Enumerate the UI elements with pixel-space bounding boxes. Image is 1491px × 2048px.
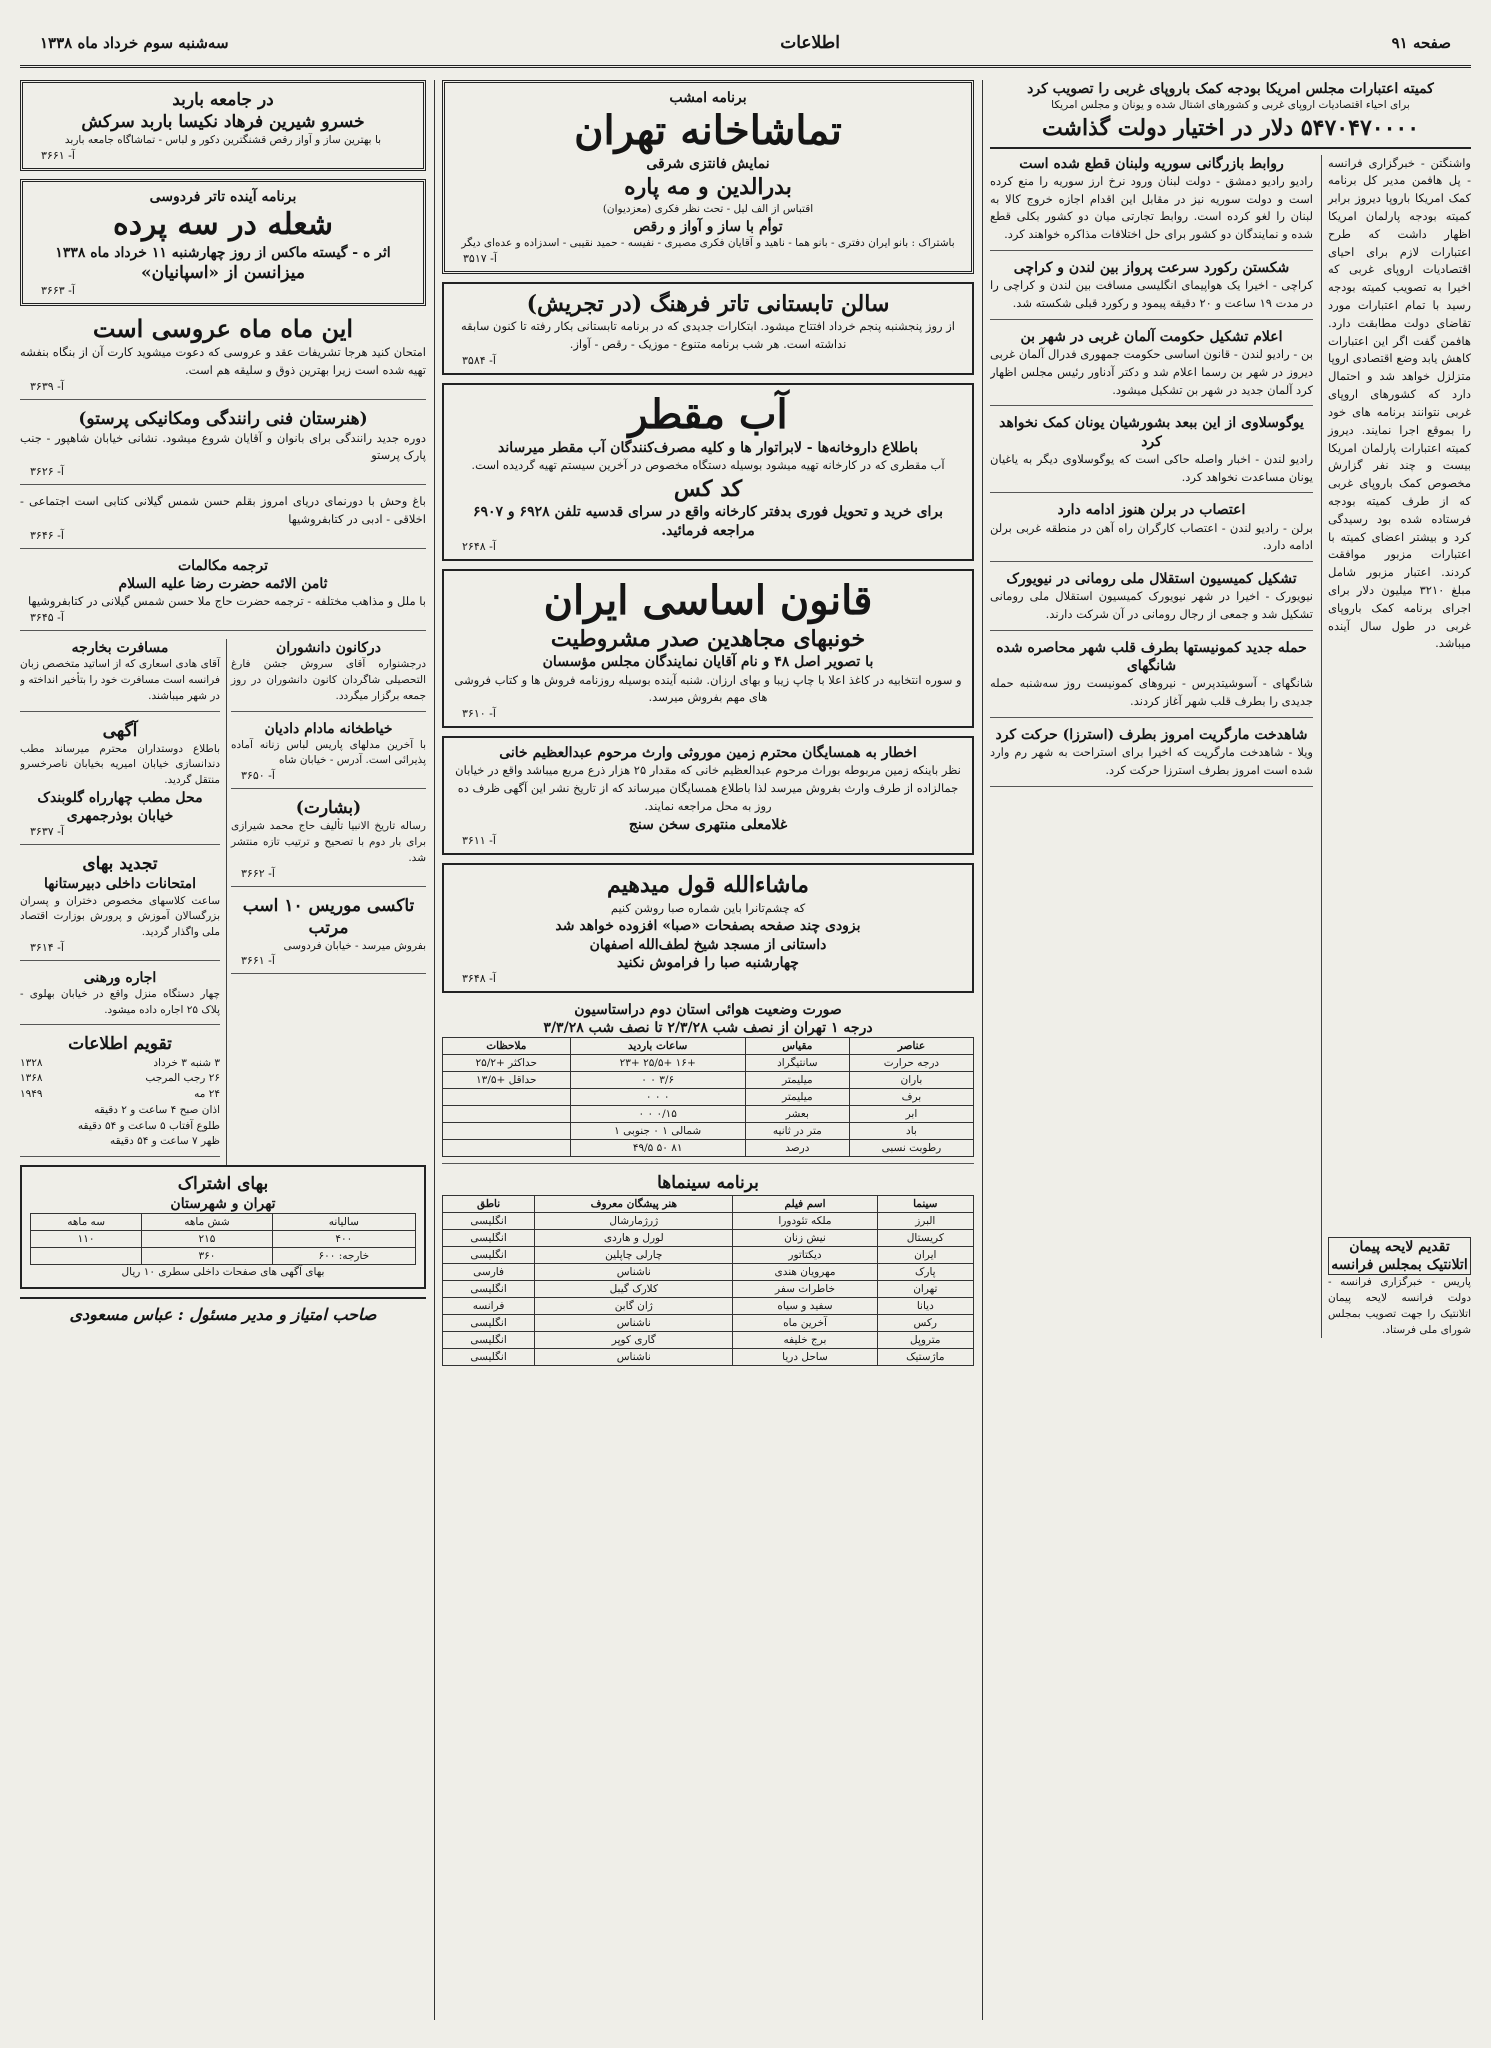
ad-saba-title: ماشاءالله قول میدهیم	[607, 872, 809, 899]
calendar-title: تقویم اطلاعات	[68, 1034, 172, 1055]
cinema-cell: ایران	[877, 1246, 973, 1263]
cinema-cell: ژرژمارشال	[535, 1212, 733, 1229]
weather-cell: میلیمتر	[745, 1072, 849, 1089]
calendar-cell: ۱۹۴۹	[20, 1088, 43, 1101]
news-text-yugoslavia: رادیو لندن - اخبار واصله حاکی است که یوگوسلاوی دیگر به یاغیان یونان مساعدت نخواهد کرد.	[990, 451, 1313, 494]
ad-besharat-text: رساله تاریخ الانبیا تألیف حاج محمد شیرازی برای بار دوم با تصحیح و ترتیب تازه منتشر شد.	[231, 820, 426, 864]
ad-translation-title: ترجمه مکالمات	[177, 557, 269, 574]
ad-code: آ- ۳۶۱۰	[462, 707, 496, 721]
news-text-shanghai: شانگهای - آسوشیتدپرس - نیروهای کمونیست روز سه‌شنبه حمله جدیدی را بطرف قلب شهر آغاز کردند.	[990, 675, 1313, 718]
cinema-cell: ملکه تئودورا	[733, 1212, 877, 1229]
weather-cell: متر در ثانیه	[745, 1123, 849, 1140]
cinema-row	[443, 1246, 974, 1263]
ad-exams	[20, 853, 220, 961]
ad-code: آ- ۳۶۵۰	[241, 769, 275, 783]
cinema-cell: انگلیسی	[443, 1314, 535, 1331]
calendar-row	[20, 1119, 220, 1135]
weather-header-cell: مقیاس	[745, 1038, 849, 1055]
ad-book-feature: با تصویر اصل ۴۸ و نام آقایان نمایندگان مجلس مؤسسان	[542, 654, 874, 671]
ad-wedding-title: این ماه ماه عروسی است	[92, 313, 354, 343]
ad-code: آ- ۳۵۸۴	[462, 353, 496, 367]
ad-code: آ- ۳۶۶۱	[41, 148, 75, 162]
side-headline: تقدیم لایحه پیمان اتلانتیک بمجلس فرانسه	[1328, 1237, 1471, 1275]
weather-table	[442, 1037, 974, 1157]
weather-row	[443, 1089, 974, 1106]
cinema-cell: دیانا	[877, 1297, 973, 1314]
subscription-cell: خارجه: ۶۰۰	[272, 1248, 415, 1265]
notice-land-text: نظر باینکه زمین مربوطه بوراث مرحوم عبدالعظیم خانی که مقدار ۲۵ هزار ذرع مربع میباشد واقع در خیابان جمالزاده از طرف وارث بفروش میرسد لذا باطلاع همسایگان میرساند که از تاریخ نشر این آگهی ظرف ده روز به محل مراجعه نمایند.	[455, 763, 961, 814]
ad-saba-magazine	[442, 863, 974, 993]
ad-besharat	[231, 797, 426, 886]
page-header	[20, 20, 1471, 68]
notice-land-signature: غلامعلی منتهری سخن سنج	[628, 816, 788, 833]
ad-travel	[20, 639, 220, 711]
ad-rent-title: اجاره ورهنی	[83, 969, 157, 986]
ad-water-brand: کد کس	[673, 475, 743, 502]
ad-taxi-title: تاکسی موریس ۱۰ اسب مرتب	[242, 895, 415, 938]
calendar-row	[20, 1071, 220, 1087]
cinema-cell: متروپل	[877, 1331, 973, 1348]
weather-cell: باد	[849, 1123, 973, 1140]
news-text-syria: رادیو رادیو دمشق - دولت لبنان ورود نرخ ارز سوریه را منع کرده است و دولت سوریه نیز در مقابل این اقدام اجازه خروج کالا به لبنان را لغو کرده است. روابط تجارتی میان دو کشور بکلی قطع شده و نمایندگان دو کشور برای حل اختلافات مذاکره خواهند کرد.	[990, 173, 1313, 251]
ad-rent	[20, 969, 220, 1026]
ad-barbad-title: در جامعه باربد	[172, 90, 274, 110]
ad-code: آ- ۳۶۱۱	[462, 834, 496, 848]
cinema-cell: فارسی	[443, 1263, 535, 1280]
news-headline-romania: تشکیل کمیسیون استقلال ملی رومانی در نیویورک	[1006, 571, 1297, 588]
weather-cell: حداکثر +۲۵/۲	[443, 1055, 571, 1072]
ad-farhang-theatre	[442, 282, 974, 375]
ad-driving-school	[20, 408, 426, 486]
cinema-row	[443, 1297, 974, 1314]
ad-notice-title: آگهی	[102, 720, 138, 741]
calendar-cell: ۱۳۲۸	[20, 1056, 43, 1069]
ad-tehran-cast: باشتراک : بانو ایران دفتری - بانو هما - ناهید و آقایان فکری مصیری - نفیسه - حمید نقیبی - اسدزاده و عده‌ای دیگر	[461, 236, 955, 249]
cinema-row	[443, 1314, 974, 1331]
subscription-cell: سالیانه	[272, 1214, 415, 1231]
subscription-cell: ۲۱۵	[142, 1231, 272, 1248]
weather-cell	[443, 1089, 571, 1106]
ad-daneshvaran-text: درجشنواره آقای سروش جشن فارغ التحصیلی شاگردان کانون دانشوران در روز جمعه برگزار میگردد.	[231, 658, 426, 702]
ad-ferdowsi-director: میزانسن از «اسپانیان»	[141, 262, 305, 283]
ad-code: آ- ۳۶۶۳	[41, 283, 75, 297]
cinema-cell: چارلی چاپلین	[535, 1246, 733, 1263]
column-right	[990, 80, 1471, 2020]
cinema-cell: رکس	[877, 1314, 973, 1331]
ad-water-text: آب مقطری که در کارخانه تهیه میشود بوسیله دستگاه مخصوص در آخرین سیستم تهیه گردیده است.	[471, 458, 945, 473]
cinema-cell: انگلیسی	[443, 1331, 535, 1348]
weather-cell: سانتیگراد	[745, 1055, 849, 1072]
weather-cell: +۱۶ +۲۵/۵ +۲۳	[570, 1055, 745, 1072]
weather-row	[443, 1072, 974, 1089]
subscription-cell: سه ماهه	[31, 1214, 142, 1231]
page-number: صفحه ۹۱	[1391, 33, 1451, 52]
ad-travel-text: آقای هادی اسعاری که از اساتید متخصص زبان فرانسه است مسافرت خود را بتأخیر انداخته و در شهر میباشند.	[20, 658, 220, 702]
weather-cell: ۸۱ ۵۰ ۴۹/۵	[570, 1140, 745, 1157]
cinema-cell: دیکتاتور	[733, 1246, 877, 1263]
ad-saba-line2: بزودی چند صفحه بصفحات «صبا» افزوده خواهد شد	[555, 918, 861, 935]
cinema-cell: برج خلیفه	[733, 1331, 877, 1348]
weather-cell: باران	[849, 1072, 973, 1089]
ad-exams-title: تجدید بهای	[82, 854, 158, 875]
subscription-row	[31, 1214, 416, 1231]
weather-cell: درصد	[745, 1140, 849, 1157]
ad-book-text: و سوره انتخابیه در کاغذ اعلا با چاپ زیبا و بهای ارزان. شنبه آینده بوسیله روزنامه فروش ها و کتاب فروشی های مهم بفروش میرسد.	[454, 672, 962, 705]
subscription-region: تهران و شهرستان	[170, 1196, 276, 1213]
cinema-cell: ساحل دریا	[733, 1348, 877, 1365]
cinema-header-cell: هنر پیشگان معروف	[535, 1195, 733, 1212]
ad-code: آ- ۳۶۲۶	[30, 465, 64, 479]
ad-code: آ- ۳۶۴۵	[30, 611, 64, 625]
ad-tailor-text: با آخرین مدلهای پاریس لباس زنانه آماده پذیرائی است. آدرس - خیابان شاه	[231, 738, 426, 767]
cinema-cell: ژان گابن	[535, 1297, 733, 1314]
ad-tehran-tonight: برنامه امشب	[669, 90, 747, 106]
cinema-row	[443, 1280, 974, 1297]
ad-travel-title: مسافرت بخارجه	[71, 640, 169, 657]
notice-land-title: اخطار به همسایگان محترم زمین موروثی وارث مرحوم عبدالعظیم خانی	[499, 745, 917, 762]
cinema-cell: گاری کوپر	[535, 1331, 733, 1348]
weather-header-cell: ملاحظات	[443, 1038, 571, 1055]
ad-ferdowsi-play: شعله در سه پرده	[112, 207, 333, 243]
subscription-cell: ۱۱۰	[31, 1231, 142, 1248]
news-headline-syria: روابط بازرگانی سوریه ولبنان قطع شده است	[1019, 155, 1284, 172]
weather-row	[443, 1140, 974, 1157]
news-headline-record: شکستن رکورد سرعت پرواز بین لندن و کراچی	[1013, 259, 1290, 276]
subscription-cell: ۴۰۰	[272, 1231, 415, 1248]
ad-rent-text: چهار دستگاه منزل واقع در خیابان بهلوی - پلاک ۲۵ اجاره داده میشود.	[20, 987, 220, 1016]
ad-translation-subtitle: ثامن الائمه حضرت رضا علیه السلام	[118, 576, 328, 593]
ad-code: آ- ۳۶۱۴	[30, 940, 64, 954]
calendar	[20, 1033, 220, 1157]
ad-farhang-text: از روز پنجشنبه پنجم خرداد افتتاح میشود. ابتکارات جدیدی که در برنامه تابستانی بکار رفته تا کنون سابقه نداشته است. هر شب برنامه متنوع - موزیک - رقص - آواز.	[461, 319, 955, 352]
cinema-cell: تهران	[877, 1280, 973, 1297]
cinema-cell: کلارک گیبل	[535, 1280, 733, 1297]
cinema-cell: انگلیسی	[443, 1229, 535, 1246]
cinema-cell: انگلیسی	[443, 1246, 535, 1263]
subscription-cell	[31, 1248, 142, 1265]
calendar-cell: ۲۶ رجب المرجب	[145, 1072, 220, 1085]
ad-translation-text: با ملل و مذاهب مختلفه - ترجمه حضرت حاج ملا حسن شمس گیلانی در کتابفروشیها	[28, 594, 426, 609]
ad-code: آ- ۳۶۴۶	[30, 528, 64, 542]
weather-cell: ۰ ۰ ۰	[570, 1089, 745, 1106]
ad-saba-line1: که چشم‌تانرا باین شماره صبا روشن کنیم	[610, 900, 806, 915]
weather-cell: میلیمتر	[745, 1089, 849, 1106]
cinema-row	[443, 1331, 974, 1348]
cinema-cell: نیش زنان	[733, 1229, 877, 1246]
ad-barbad-text: با بهترین ساز و آواز رقص قشنگترین دکور و لباس - تماشاگاه جامعه باربد	[64, 134, 382, 147]
weather-header-cell: ساعات باردید	[570, 1038, 745, 1055]
small-ads-grid	[20, 639, 426, 1165]
ad-ferdowsi-theatre	[20, 179, 426, 306]
ad-barbad	[20, 80, 426, 171]
calendar-cell: ۲۴ مه	[194, 1088, 220, 1101]
cinema-cell: ناشناس	[535, 1263, 733, 1280]
cinema-cell: انگلیسی	[443, 1212, 535, 1229]
ad-farhang-title: سالن تابستانی تاتر فرهنگ (در تجریش)	[526, 290, 890, 317]
news-headline-yugoslavia: یوگوسلاوی از این ببعد بشورشیان یونان کمک نخواهد کرد	[999, 415, 1304, 450]
calendar-row	[20, 1087, 220, 1103]
ad-code: آ- ۳۶۳۹	[30, 379, 64, 393]
ad-tehran-theatre	[442, 80, 974, 274]
ad-book-zoo	[20, 493, 426, 549]
subscription-title: بهای اشتراک	[177, 1174, 269, 1195]
cinema-cell: انگلیسی	[443, 1280, 535, 1297]
cinema-cell: کریستال	[877, 1229, 973, 1246]
ad-taxi-text: بفروش میرسد - خیابان فردوسی	[283, 939, 426, 952]
ad-saba-line3: داستانی از مسجد شیخ لطف‌الله اصفهان	[589, 936, 827, 953]
ad-daneshvaran	[231, 639, 426, 711]
budget-article-text: واشنگتن - خبرگزاری فرانسه - پل هافمن مدیر کل برنامه کمک امریکا باروپا دیروز برابر کمیته بودجه پارلمان امریکا اظهار داشت که طرح اعتبارات لازم برای احیای اقتصادیات اروپای غربی که اخیرا به تصویب کمیته بودجه رسید با تمام اعتبارات مورد تقاضای دولت مطابقت دارد. هافمن گفت اگر این اعتبارات کاهش یابد وضع اقتصادی اروپا متزلزل خواهد شد و احتمال دارد که کشورهای اروپای غربی نتوانند برنامه های خود را بموقع اجرا نمایند. دیروز کمیته اعتبارات پارلمان امریکا بیست و چند نفر گزارش مخصوص کمک باروپای غربی که از طرف کمیته بودجه فرستاده شده بود رسیدگی کرد و بیشتر اعضای کمیته با اعتبارات مزبور موافقت کردند. اعتبار مزبور شامل مبلغ ۳۲۱۰ میلیون دلار برای اجرای برنامه کمک باروپای غربی در طول سال آینده میباشد.	[1328, 155, 1471, 651]
subscription-table	[30, 1213, 416, 1265]
calendar-cell: ظهر ۷ ساعت و ۵۴ دقیقه	[109, 1135, 220, 1148]
cinema-header-cell: ناطق	[443, 1195, 535, 1212]
weather-title: صورت وضعیت هوائی استان دوم دراستاسیون	[574, 1002, 842, 1019]
weather-cell: حداقل +۱۳/۵	[443, 1072, 571, 1089]
ad-tehran-source: اقتباس از الف لیل - تحت نظر فکری (معزدیوان)	[602, 202, 814, 215]
calendar-cell: طلوع آفتاب ۵ ساعت و ۵۴ دقیقه	[77, 1119, 220, 1132]
cinema-cell: سفید و سیاه	[733, 1297, 877, 1314]
ad-notice-text: باطلاع دوستداران محترم میرساند مطب دندانسازی خیابان امیریه بخیابان ناصرخسرو منتقل گردید.	[20, 742, 220, 787]
ad-code: آ- ۳۶۳۷	[30, 825, 64, 839]
cinema-cell: آخرین ماه	[733, 1314, 877, 1331]
weather-subtitle: درجه ۱ تهران از نصف شب ۲/۳/۲۸ تا نصف شب ۳/۳/۲۸	[543, 1020, 873, 1037]
cinema-cell: ماژستیک	[877, 1348, 973, 1365]
ad-exams-subtitle: امتحانات داخلی دبیرستانها	[43, 876, 196, 893]
cinema-title: برنامه سینماها	[657, 1173, 759, 1194]
ad-water-contact: برای خرید و تحویل فوری بدفتر کارخانه واقع در سرای قدسیه تلفن ۶۹۲۸ و ۶۹۰۷ مراجعه فرمائید.	[472, 504, 944, 539]
paper-name: اطلاعات	[780, 32, 840, 53]
news-text-berlin: برلن - رادیو لندن - اعتصاب کارگران راه آهن در منطقه غربی برلن ادامه دارد.	[990, 520, 1313, 563]
news-text-germany: بن - رادیو لندن - قانون اساسی حکومت جمهوری فدرال آلمان غربی دیروز در شهر بن رسما اعلام شد و دکتر آدناور رئیس مجلس اظهار کرد آلمان جدید در شهر بن تشکیل میشود.	[990, 346, 1313, 406]
weather-cell: بعشر	[745, 1106, 849, 1123]
news-headline-germany: اعلام تشکیل حکومت آلمان غربی در شهر بن	[1020, 328, 1283, 345]
ad-taxi	[231, 895, 426, 975]
notice-land	[442, 736, 974, 855]
calendar-row	[20, 1134, 220, 1150]
ad-code: آ- ۳۶۴۸	[462, 972, 496, 986]
ad-wedding-text: امتحان کنید هرجا تشریفات عقد و عروسی که دعوت میشوید کارت آن از بنگاه بنفشه تهیه شده است زیرا بهترین ذوق و سلیقه هم است.	[20, 344, 426, 377]
column-divider	[434, 80, 435, 2020]
ad-tailor-title: خیاطخانه مادام دادیان	[264, 720, 393, 737]
weather-cell	[443, 1123, 571, 1140]
weather-header-cell: عناصر	[849, 1038, 973, 1055]
ad-tehran-play: بدرالدین و مه پاره	[624, 174, 792, 201]
headline-amount: ۵۴۷۰۴۷۰۰۰۰ دلار در اختیار دولت گذاشت	[990, 114, 1471, 149]
cinema-cell: ناشناس	[535, 1348, 733, 1365]
ad-wedding	[20, 314, 426, 400]
cinema-row	[443, 1229, 974, 1246]
ad-driving-title: (هنرستان فنی رانندگی ومکانیکی پرستو)	[78, 408, 368, 429]
news-column	[990, 155, 1313, 1339]
weather-row	[443, 1106, 974, 1123]
weather-cell: برف	[849, 1089, 973, 1106]
ad-daneshvaran-title: درکانون دانشوران	[276, 640, 381, 657]
ad-notice-address: محل مطب چهارراه گلوبندک خیابان بوذرجمهری	[37, 789, 203, 825]
ad-tailor	[231, 720, 426, 790]
publisher-signature: صاحب امتیاز و مدیر مسئول : عباس مسعودی	[20, 1297, 426, 1330]
subscription-ad-price: بهای آگهی های صفحات داخلی سطری ۱۰ ریال	[121, 1266, 325, 1279]
column-divider	[982, 80, 983, 2020]
news-headline-berlin: اعتصاب در برلن هنوز ادامه دارد	[1057, 502, 1246, 519]
ad-code: آ- ۳۶۶۲	[241, 866, 275, 880]
ad-tehran-genre: نمایش فانتزی شرقی	[646, 156, 770, 173]
subscription	[20, 1165, 426, 1289]
calendar-cell: ۳ شنبه ۳ خرداد	[153, 1056, 220, 1069]
ad-code: آ- ۲۶۴۸	[462, 539, 496, 553]
ad-barbad-play: خسرو شیرین فرهاد نکیسا باربد سرکش	[81, 112, 365, 133]
subscription-row	[31, 1231, 416, 1248]
weather-cell: رطوبت نسبی	[849, 1140, 973, 1157]
calendar-row	[20, 1103, 220, 1119]
ad-distilled-water	[442, 383, 974, 561]
ad-code: آ- ۳۵۱۷	[463, 251, 497, 265]
cinema-row	[443, 1263, 974, 1280]
ad-constitution-book	[442, 569, 974, 728]
side-text: پاریس - خبرگزاری فرانسه - دولت فرانسه لایحه پیمان اتلانتیک را جهت تصویب بمجلس شورای ملی فرستاد.	[1328, 1276, 1471, 1336]
calendar-row	[20, 1056, 220, 1072]
column-left	[20, 80, 426, 2020]
ad-ferdowsi-date: اثر ه - گیسته ماکس از روز چهارشنبه ۱۱ خرداد ماه ۱۳۳۸	[55, 244, 391, 261]
calendar-cell: اذان صبح ۴ ساعت و ۲ دقیقه	[94, 1103, 220, 1116]
issue-date: سه‌شنبه سوم خرداد ماه ۱۳۳۸	[40, 33, 229, 52]
cinema-cell: ناشناس	[535, 1314, 733, 1331]
newspaper-page	[20, 20, 1471, 2030]
cinema-cell: انگلیسی	[443, 1348, 535, 1365]
weather-row	[443, 1055, 974, 1072]
subscription-row	[31, 1248, 416, 1265]
weather-cell: ابر	[849, 1106, 973, 1123]
ad-driving-text: دوره جدید رانندگی برای بانوان و آقایان شروع میشود. نشانی خیابان شاهپور - جنب پارک پرستو	[20, 430, 426, 463]
cinema-program	[442, 1172, 974, 1365]
cinema-table	[442, 1195, 974, 1366]
ad-besharat-title: (بشارت)	[295, 798, 362, 819]
cinema-cell: خاطرات سفر	[733, 1280, 877, 1297]
cinema-header-cell: سینما	[877, 1195, 973, 1212]
cinema-cell: مهرویان هندی	[733, 1263, 877, 1280]
news-text-record: کراچی - اخیرا یک هواپیمای انگلیسی مسافت بین لندن و کراچی را در مدت ۱۹ ساعت و ۲۰ دقیقه پیمود و رکورد قبلی شکسته شد.	[990, 277, 1313, 320]
ad-tehran-title: تماشاخانه تهران	[574, 107, 842, 155]
calendar-cell: ۱۳۶۸	[20, 1072, 43, 1085]
ad-translation	[20, 557, 426, 631]
cinema-cell: فرانسه	[443, 1297, 535, 1314]
weather-row	[443, 1123, 974, 1140]
budget-article	[1321, 155, 1471, 1339]
ad-book-subtitle: خونبهای مجاهدین صدر مشروطیت	[550, 625, 866, 652]
cinema-cell: پارک	[877, 1263, 973, 1280]
ad-book-title: قانون اساسی ایران	[543, 576, 873, 624]
weather-cell	[443, 1140, 571, 1157]
weather-cell: ۳/۶ ۰ ۰	[570, 1072, 745, 1089]
ad-ferdowsi-title: برنامه آینده تاتر فردوسی	[149, 188, 297, 205]
weather-cell	[443, 1106, 571, 1123]
headline-budget-sub: برای احیاء اقتصادیات اروپای غربی و کشورهای اشتال شده و یونان و مجلس امریکا	[1051, 99, 1410, 112]
news-text-margaret: ویلا - شاهدخت مارگریت که اخیرا برای استراحت به شهر رم وارد شده است امروز بطرف استرزا حرکت کرد.	[990, 744, 1313, 787]
cinema-row	[443, 1212, 974, 1229]
ad-zoo-text: باغ وحش با دورنمای دریای امروز بقلم حسن شمس گیلانی کتابی است اجتماعی - اخلاقی - ادبی در کتابفروشیها	[20, 494, 426, 527]
calendar-rows	[20, 1056, 220, 1151]
weather-report	[442, 1001, 974, 1164]
ad-water-notice: باطلاع داروخانه‌ها - لابراتوار ها و کلیه مصرف‌کنندگان آب مقطر میرساند	[498, 439, 918, 456]
cinema-cell: لورل و هاردی	[535, 1229, 733, 1246]
cinema-header-cell: اسم فیلم	[733, 1195, 877, 1212]
subscription-cell: ۳۶۰	[142, 1248, 272, 1265]
subscription-cell: شش ماهه	[142, 1214, 272, 1231]
ad-saba-line4: چهارشنبه صبا را فراموش نکنید	[617, 954, 799, 971]
column-middle	[442, 80, 974, 2020]
weather-cell: شمالی ۱ ۰ جنوبی ۱	[570, 1123, 745, 1140]
ad-exams-text: ساعت کلاسهای مخصوص دختران و پسران بزرگسالان آموزش و پرورش بوزارت اقتصاد ملی واگذار گردید.	[20, 894, 220, 938]
headline-budget: کمیته اعتبارات مجلس امریکا بودجه کمک باروپای غربی را تصویب کرد	[1027, 81, 1434, 97]
ad-tehran-music: توأم با ساز و آواز و رقص	[633, 218, 783, 235]
weather-cell: ۰/۱۵ ۰ ۰	[570, 1106, 745, 1123]
cinema-cell: البرز	[877, 1212, 973, 1229]
ad-notice	[20, 720, 220, 846]
weather-cell: درجه حرارت	[849, 1055, 973, 1072]
ad-water-title: آب مقطر	[628, 390, 788, 438]
news-headline-margaret: شاهدخت مارگریت امروز بطرف (استرزا) حرکت کرد	[995, 727, 1308, 744]
news-text-romania: نیویورک - اخیرا در شهر نیویورک کمیسیون استقلال ملی رومانی تشکیل شد و جمعی از رجال رومانی در آن شرکت دارند.	[990, 588, 1313, 631]
news-headline-shanghai: حمله جدید کمونیستها بطرف قلب شهر محاصره شده شانگهای	[996, 640, 1307, 675]
ad-code: آ- ۳۶۶۱	[241, 954, 275, 968]
cinema-row	[443, 1348, 974, 1365]
